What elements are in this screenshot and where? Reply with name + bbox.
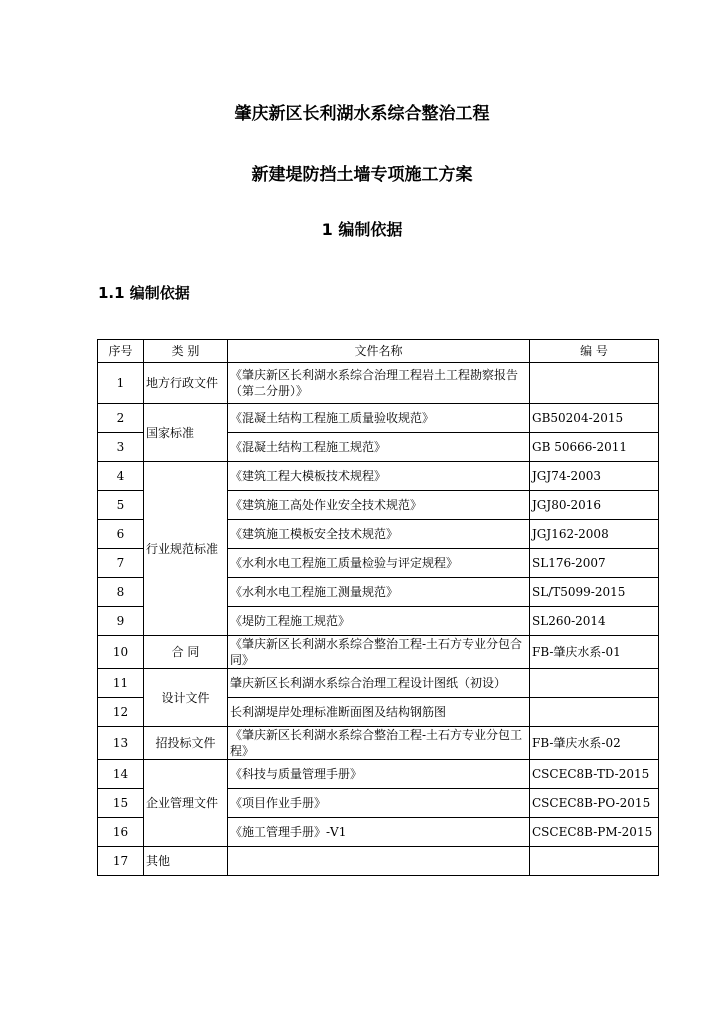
cell-file-name: 《建筑施工模板安全技术规范》 [228,520,530,549]
cell-no: 4 [98,462,144,491]
cell-category: 企业管理文件 [144,760,228,847]
header-category: 类 别 [144,340,228,363]
cell-file-name [228,847,530,876]
cell-file-name: 《科技与质量管理手册》 [228,760,530,789]
cell-file-name: 《水利水电工程施工测量规范》 [228,578,530,607]
cell-code: JGJ74-2003 [530,462,659,491]
cell-no: 1 [98,363,144,404]
cell-file-name: 《水利水电工程施工质量检验与评定规程》 [228,549,530,578]
cell-code: FB-肇庆水系-02 [530,727,659,760]
cell-no: 13 [98,727,144,760]
table-row [98,636,659,669]
table-row [98,462,659,491]
cell-no: 3 [98,433,144,462]
cell-file-name: 《项目作业手册》 [228,789,530,818]
cell-no: 10 [98,636,144,669]
table-row [98,404,659,433]
cell-code: GB50204-2015 [530,404,659,433]
cell-no: 15 [98,789,144,818]
table-row [98,760,659,789]
header-file-name: 文件名称 [228,340,530,363]
cell-file-name: 《肇庆新区长利湖水系综合治理工程岩土工程勘察报告（第二分册）》 [228,363,530,404]
cell-code [530,669,659,698]
table-header-row [98,340,659,363]
document-title: 肇庆新区长利湖水系综合整治工程 [234,104,490,124]
cell-file-name: 《施工管理手册》-V1 [228,818,530,847]
cell-file-name: 《建筑工程大模板技术规程》 [228,462,530,491]
cell-category: 合 同 [144,636,228,669]
cell-code: SL/T5099-2015 [530,578,659,607]
cell-file-name: 《建筑施工高处作业安全技术规范》 [228,491,530,520]
chapter-heading: 1 编制依据 [321,220,403,239]
cell-file-name: 肇庆新区长利湖水系综合治理工程设计图纸（初设） [228,669,530,698]
cell-no: 12 [98,698,144,727]
cell-no: 6 [98,520,144,549]
cell-no: 9 [98,607,144,636]
cell-file-name: 长利湖堤岸处理标准断面图及结构钢筋图 [228,698,530,727]
cell-code [530,698,659,727]
cell-no: 14 [98,760,144,789]
cell-file-name: 《混凝土结构工程施工规范》 [228,433,530,462]
cell-no: 16 [98,818,144,847]
header-code: 编 号 [530,340,659,363]
document-subtitle: 新建堤防挡土墙专项施工方案 [251,165,473,185]
cell-file-name: 《肇庆新区长利湖水系综合整治工程-土石方专业分包工程》 [228,727,530,760]
cell-file-name: 《混凝土结构工程施工质量验收规范》 [228,404,530,433]
cell-category: 其他 [144,847,228,876]
table-row [98,847,659,876]
cell-code: CSCEC8B-PM-2015 [530,818,659,847]
cell-code [530,847,659,876]
cell-code: SL260-2014 [530,607,659,636]
basis-table [97,339,659,876]
section-heading: 1.1 编制依据 [98,284,190,302]
cell-category: 设计文件 [144,669,228,727]
cell-no: 11 [98,669,144,698]
cell-category: 地方行政文件 [144,363,228,404]
cell-file-name: 《堤防工程施工规范》 [228,607,530,636]
cell-no: 17 [98,847,144,876]
cell-code: GB 50666-2011 [530,433,659,462]
cell-no: 2 [98,404,144,433]
cell-code: JGJ162-2008 [530,520,659,549]
cell-category: 招投标文件 [144,727,228,760]
cell-no: 7 [98,549,144,578]
table-row [98,363,659,404]
cell-category: 国家标准 [144,404,228,462]
cell-code: CSCEC8B-TD-2015 [530,760,659,789]
cell-code: CSCEC8B-PO-2015 [530,789,659,818]
cell-code: JGJ80-2016 [530,491,659,520]
header-no: 序号 [98,340,144,363]
cell-code: SL176-2007 [530,549,659,578]
cell-file-name: 《肇庆新区长利湖水系综合整治工程-土石方专业分包合同》 [228,636,530,669]
table-row [98,669,659,698]
cell-category: 行业规范标准 [144,462,228,636]
cell-code: FB-肇庆水系-01 [530,636,659,669]
cell-no: 8 [98,578,144,607]
cell-no: 5 [98,491,144,520]
table-row [98,727,659,760]
cell-code [530,363,659,404]
